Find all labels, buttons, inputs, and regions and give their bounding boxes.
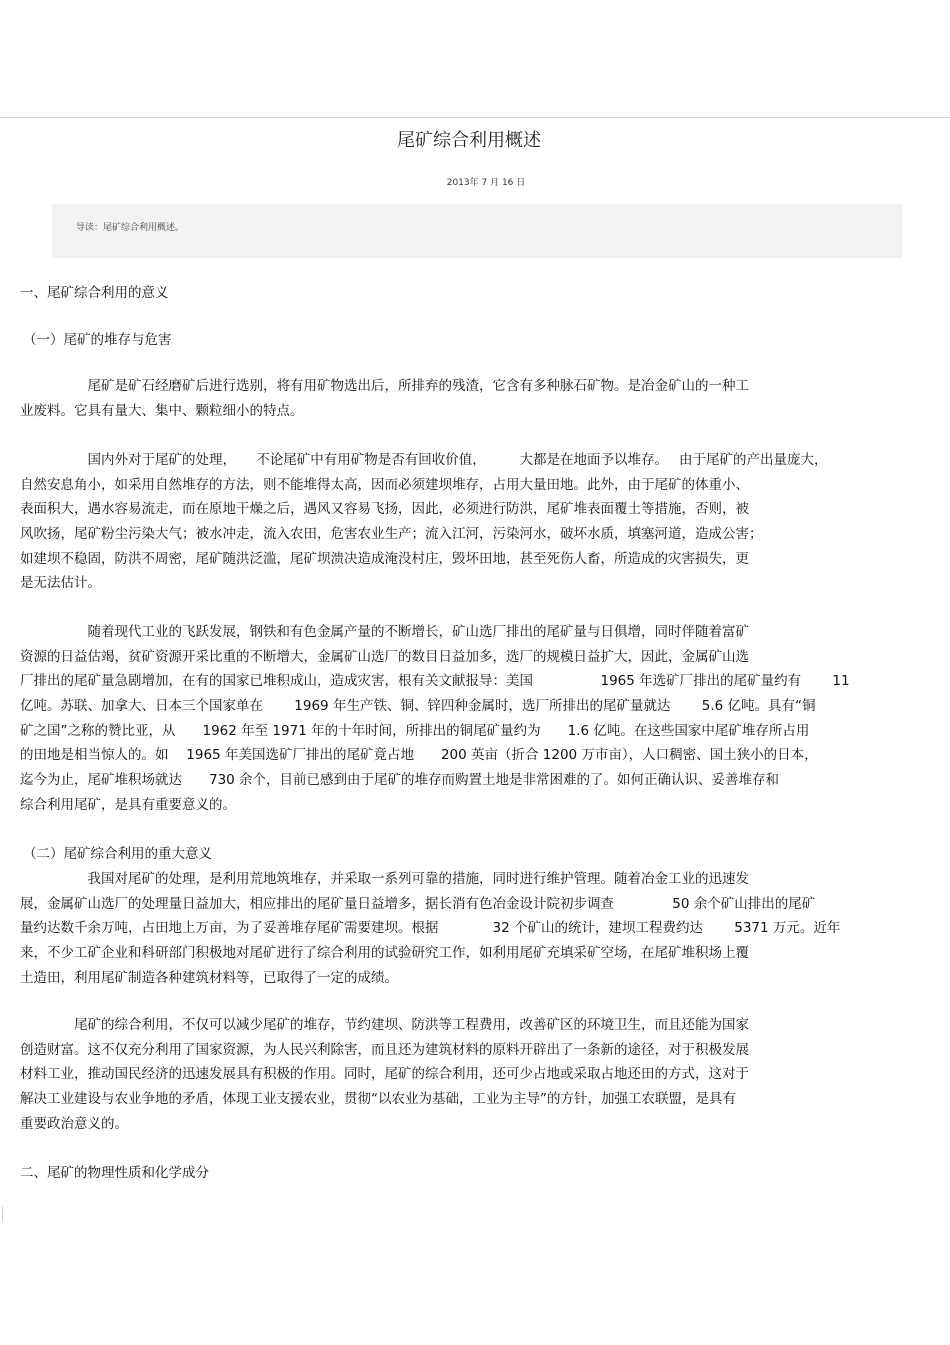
paragraph-line: 重要政治意义的。 [20,1115,128,1132]
paragraph-line: 尾矿的综合利用，不仅可以减少尾矿的堆存，节约建坝、防洪等工程费用，改善矿区的环境卫生，而且还能为国家 [20,1017,749,1033]
paragraph-line: 展，金属矿山选厂的处理量日益加大，相应排出的尾矿量日益增多，据长消有色冶金设计院初步调查 50 余个矿山排出的尾矿 [20,895,816,912]
paragraph-2 [20,448,920,596]
paragraph-line: 尾矿是矿石经磨矿后进行选别，将有用矿物选出后，所排弃的残渣，它含有多种脉石矿物。是冶金矿山的一种工 [20,378,749,394]
paragraph-line: 业废料。它具有量大、集中、颗粒细小的特点。 [20,402,304,419]
paragraph-line: 迄今为止，尾矿堆积场就达 730 余个，目前已感到由于尾矿的堆存而购置土地是非常困难的了。如何正确认识、妥善堆存和 [20,772,780,789]
paragraph-line: 解决工业建设与农业争地的矛盾，体现工业支援农业，贯彻“以农业为基础，工业为主导”的方针，加强工农联盟，是具有 [20,1091,736,1108]
section-heading-2: 二、尾矿的物理性质和化学成分 [20,1165,209,1181]
paragraph-4 [20,867,920,990]
paragraph-line: 土造田，利用尾矿制造各种建筑材料等，已取得了一定的成绩。 [20,969,398,986]
paragraph-line: 量约达数千余万吨，占田地上万亩，为了妥善堆存尾矿需要建坝。根据 32 个矿山的统计，建坝工程费约达 5371 万元。近年 [20,920,841,937]
intro-text: 导读：尾矿综合利用概述。 [76,223,185,233]
paragraph-line: 如建坝不稳固，防洪不周密，尾矿随洪泛滥，尾矿坝溃决造成淹没村庄，毁坏田地，甚至死伤人畜，所造成的灾害损失，更 [20,550,749,567]
publish-date: 2013年 7 月 16 日 [446,178,526,188]
paragraph-line: 是无法估计。 [20,575,101,592]
paragraph-line: 亿吨。苏联、加拿大、日本三个国家单在 1969 年生产铁、铜、锌四种金属时，选厂所排出的尾矿量就达 5.6 亿吨。具有“铜 [20,698,816,715]
paragraph-1 [20,374,920,423]
paragraph-5 [20,1013,920,1136]
subsection-heading-1: （一）尾矿的堆存与危害 [23,332,172,348]
paragraph-line: 资源的日益估竭，贫矿资源开采比重的不断增大，金属矿山选厂的数目日益加多，选厂的规模日益扩大，因此，金属矿山选 [20,648,749,665]
paragraph-line: 来，不少工矿企业和科研部门积极地对尾矿进行了综合利用的试验研究工作，如利用尾矿充填采矿空场，在尾矿堆积场上覆 [20,945,749,962]
subsection-heading-2: （二）尾矿综合利用的重大意义 [23,846,212,862]
paragraph-line: 厂排出的尾矿量急剧增加，在有的国家已堆积成山，造成灾害，根有关文献报导：美国 1965 年选矿厂排出的尾矿量约有 11 [20,673,850,690]
paragraph-line: 随着现代工业的飞跃发展，钢铁和有色金属产量的不断增长，矿山选厂排出的尾矿量与日俱增，同时伴随着富矿 [20,624,749,640]
paragraph-line: 创造财富。这不仅充分利用了国家资源，为人民兴利除害，而且还为建筑材料的原料开辟出了一条新的途径，对于积极发展 [20,1041,749,1058]
paragraph-3 [20,620,920,818]
section-heading-1: 一、尾矿综合利用的意义 [20,285,169,301]
paragraph-line: 综合利用尾矿，是具有重要意义的。 [20,796,236,813]
paragraph-line: 材料工业，推动国民经济的迅速发展具有积极的作用。同时，尾矿的综合利用，还可少占地或采取占地还田的方式，这对于 [20,1066,749,1083]
intro-box [52,204,902,258]
top-divider [0,117,950,118]
paragraph-line: 矿之国”之称的赞比亚，从 1962 年至 1971 年的十年时间，所排出的铜尾矿量约为 1.6 亿吨。在这些国家中尾矿堆存所占用 [20,722,810,739]
paragraph-line: 我国对尾矿的处理，是利用荒地筑堆存，并采取一系列可靠的措施，同时进行维护管理。随着冶金工业的迅速发 [20,871,749,887]
paragraph-line: 国内外对于尾矿的处理， 不论尾矿中有用矿物是否有回收价值， 大都是在地面予以堆存。 由于尾矿的产出量庞大， [20,452,828,468]
paragraph-line: 风吹扬，尾矿粉尘污染大气；被水冲走，流入农田，危害农业生产；流入江河，污染河水，破坏水质，填塞河道，造成公害； [20,526,763,543]
paragraph-line: 自然安息角小，如采用自然堆存的方法，则不能堆得太高，因而必须建坝堆存，占用大量田地。此外，由于尾矿的体重小、 [20,476,749,493]
paragraph-line: 表面积大，遇水容易流走，而在原地干燥之后，遇风又容易飞扬，因此，必须进行防洪，尾矿堆表面覆土等措施，否则，被 [20,501,749,518]
margin-mark [2,1207,3,1221]
paragraph-line: 的田地是相当惊人的。如 1965 年美国选矿厂排出的尾矿竟占地 200 英亩（折合 1200 万市亩），人口稠密、国土狭小的日本， [20,747,818,764]
page-title: 尾矿综合利用概述 [397,130,541,151]
